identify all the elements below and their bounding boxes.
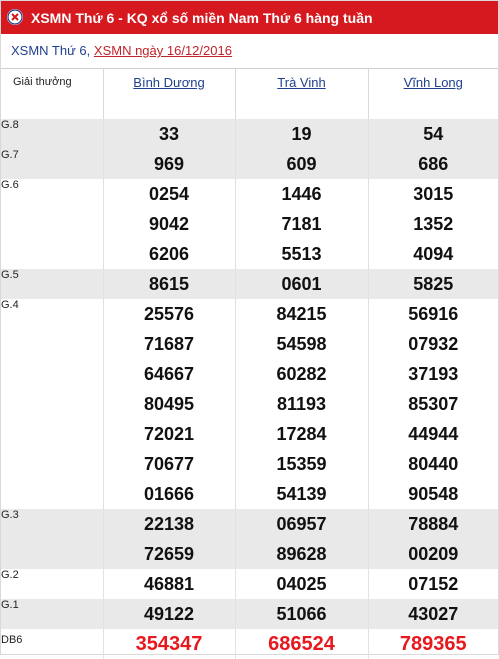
result-number: 17284 — [276, 424, 327, 444]
result-cell — [368, 119, 498, 149]
result-cell — [235, 179, 368, 269]
result-number: 43027 — [408, 604, 459, 624]
prize-row — [1, 119, 498, 149]
result-cell — [368, 599, 498, 629]
result-cell — [235, 299, 368, 509]
result-number: 1352 — [413, 214, 454, 234]
result-number: 80495 — [143, 394, 195, 414]
result-number: 70677 — [143, 454, 195, 474]
prize-label: DB6 — [1, 629, 103, 659]
result-number: 33 — [158, 124, 180, 144]
result-number: 8615 — [148, 274, 190, 294]
result-number: 80440 — [408, 454, 459, 474]
header-bar — [1, 1, 498, 34]
result-number: 6206 — [148, 244, 190, 264]
province-link[interactable]: Trà Vinh — [277, 75, 326, 90]
province-header[interactable] — [103, 69, 235, 119]
special-prize-number: 354347 — [135, 633, 203, 655]
special-prize-number: 789365 — [399, 633, 467, 655]
result-number: 5825 — [413, 274, 454, 294]
xsmn-thu6-link[interactable]: XSMN Thứ 6 — [11, 43, 87, 58]
result-number: 06957 — [276, 514, 327, 534]
result-number: 71687 — [143, 334, 195, 354]
result-number: 00209 — [408, 544, 459, 564]
result-cell — [103, 599, 235, 629]
result-cell — [103, 269, 235, 299]
result-number: 64667 — [143, 364, 195, 384]
prize-label: G.3 — [1, 509, 103, 569]
results-body — [1, 119, 498, 659]
date-link[interactable]: XSMN ngày 16/12/2016 — [93, 43, 232, 58]
result-number: 60282 — [276, 364, 327, 384]
result-number: 81193 — [276, 394, 327, 414]
result-number: 25576 — [143, 304, 195, 324]
result-cell — [368, 509, 498, 569]
result-number: 72021 — [143, 424, 195, 444]
result-number: 0601 — [281, 274, 322, 294]
province-link[interactable]: Bình Dương — [133, 75, 205, 90]
result-number: 7181 — [281, 214, 322, 234]
prize-row — [1, 179, 498, 269]
result-cell — [103, 509, 235, 569]
result-number: 609 — [286, 154, 317, 174]
result-number: 07152 — [408, 574, 459, 594]
result-number: 07932 — [408, 334, 459, 354]
result-cell — [368, 179, 498, 269]
result-number: 54598 — [276, 334, 327, 354]
result-cell — [235, 149, 368, 179]
result-cell — [103, 149, 235, 179]
special-prize-number: 686524 — [268, 633, 335, 655]
result-number: 37193 — [408, 364, 459, 384]
prize-row — [1, 599, 498, 629]
result-number: 85307 — [408, 394, 459, 414]
prize-row — [1, 569, 498, 599]
result-cell — [368, 149, 498, 179]
table-header-row — [1, 69, 498, 119]
result-cell — [103, 569, 235, 599]
result-number: 3015 — [413, 184, 454, 204]
result-number: 04025 — [276, 574, 327, 594]
result-number: 54 — [423, 124, 444, 144]
result-number: 54139 — [276, 484, 327, 504]
result-number: 5513 — [281, 244, 322, 264]
result-number: 56916 — [408, 304, 459, 324]
result-number: 4094 — [413, 244, 454, 264]
results-table — [1, 69, 498, 659]
prize-row — [1, 269, 498, 299]
result-number: 72659 — [143, 544, 195, 564]
result-cell — [235, 569, 368, 599]
prize-label: G.5 — [1, 269, 103, 299]
result-cell — [103, 299, 235, 509]
result-cell — [368, 269, 498, 299]
result-number: 01666 — [143, 484, 195, 504]
result-number: 19 — [291, 124, 312, 144]
prize-label: G.4 — [1, 299, 103, 509]
prize-label: G.7 — [1, 149, 103, 179]
result-cell — [235, 269, 368, 299]
result-number: 46881 — [143, 574, 195, 594]
result-number: 49122 — [143, 604, 195, 624]
prize-label: G.8 — [1, 119, 103, 149]
prize-row — [1, 149, 498, 179]
result-number: 78884 — [408, 514, 459, 534]
result-number: 44944 — [408, 424, 459, 444]
prize-row — [1, 509, 498, 569]
result-number: 22138 — [143, 514, 195, 534]
result-number: 90548 — [408, 484, 459, 504]
result-number: 15359 — [276, 454, 327, 474]
result-number: 969 — [153, 154, 185, 174]
province-header[interactable] — [368, 69, 498, 119]
prize-label: G.2 — [1, 569, 103, 599]
result-cell — [235, 599, 368, 629]
result-number: 0254 — [148, 184, 190, 204]
result-number: 686 — [418, 154, 449, 174]
province-header[interactable] — [235, 69, 368, 119]
result-cell — [103, 179, 235, 269]
breadcrumb-separator: , — [86, 43, 91, 58]
result-number: 84215 — [276, 304, 327, 324]
result-number: 1446 — [281, 184, 322, 204]
header-title: XSMN Thứ 6 - KQ xổ số miền Nam Thứ 6 hàng tuần — [31, 10, 373, 26]
result-number: 89628 — [276, 544, 327, 564]
prize-label: G.1 — [1, 599, 103, 629]
result-cell — [235, 509, 368, 569]
province-link[interactable]: Vĩnh Long — [403, 75, 463, 90]
result-number: 9042 — [148, 214, 190, 234]
prize-column-header: Giải thưởng — [1, 69, 103, 119]
result-cell — [235, 119, 368, 149]
result-cell — [368, 299, 498, 509]
lottery-logo-icon — [7, 9, 23, 25]
result-number: 51066 — [276, 604, 327, 624]
prize-label: G.6 — [1, 179, 103, 269]
result-cell — [368, 569, 498, 599]
prize-row — [1, 299, 498, 509]
breadcrumb-bar — [1, 34, 498, 69]
result-cell — [103, 119, 235, 149]
